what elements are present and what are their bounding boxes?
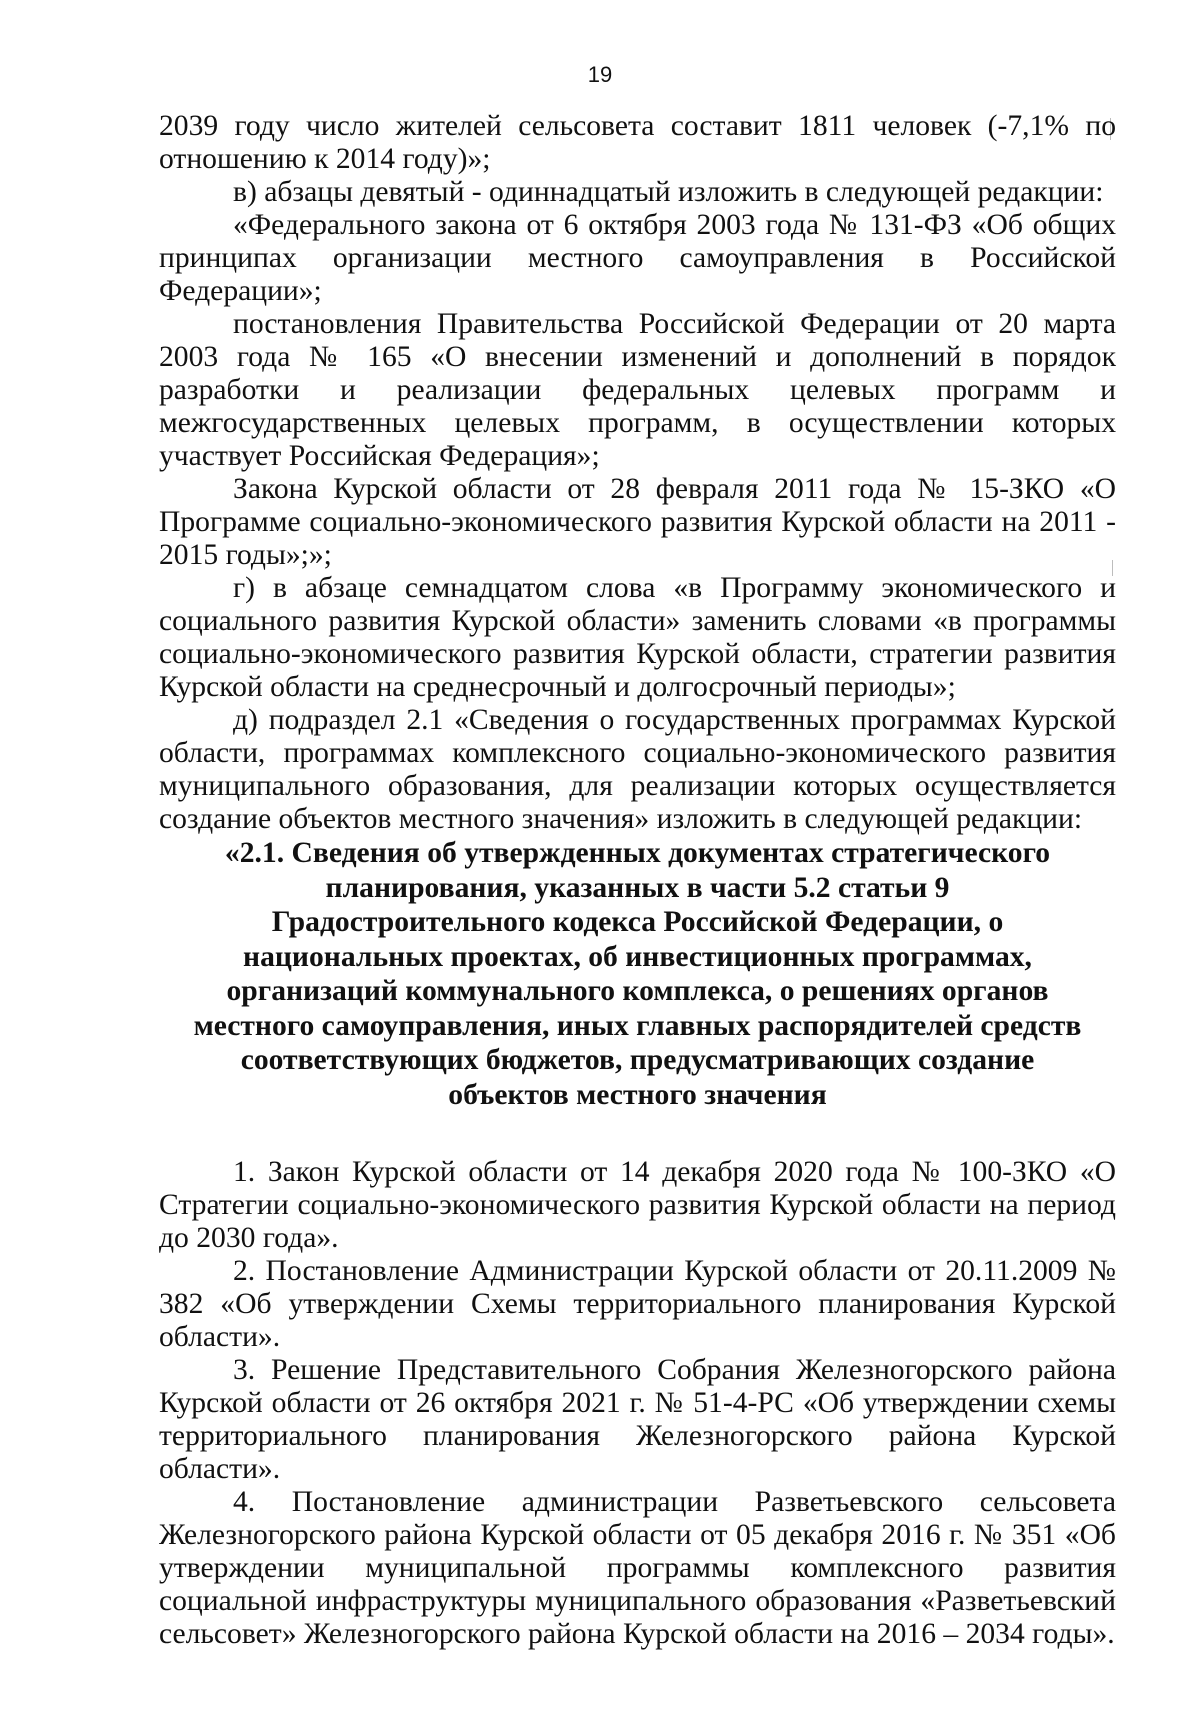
spacer	[159, 1112, 1116, 1156]
list-item: 1. Закон Курской области от 14 декабря 2020 года № 100-ЗКО «О Стратегии социально-экономического развития Курской области на период до 2030 года».	[159, 1156, 1116, 1254]
paragraph-amendment-v: в) абзацы девятый - одиннадцатый изложить в следующей редакции:	[233, 176, 1104, 208]
list-item: 3. Решение Представительного Собрания Железногорского района Курской области от 26 октября 2021 г. № 51-4-РС «Об утверждении схемы территориального планирования Железногорского района Курской области».	[159, 1354, 1116, 1485]
section-heading: «2.1. Сведения об утвержденных документах стратегического планирования, указанных в части 5.2 статьи 9 Градостроительного кодекса Российской Федерации, о национальных проектах, об инвестиционных программах, организаций коммунального комплекса, о решениях органов местного самоуправления, иных главных распорядителей средств соответствующих бюджетов, предусматривающих создание объектов местного значения	[193, 837, 1082, 1111]
paragraph-government-resolution: постановления Правительства Российской Федерации от 20 марта 2003 года № 165 «О внесении изменений и дополнений в порядок разработки и реализации федеральных целевых программ и межгосударственных целевых программ, в осуществлении которых участвует Российская Федерация»;	[159, 308, 1116, 472]
list-item: 2. Постановление Администрации Курской области от 20.11.2009 № 382 «Об утверждении Схемы территориального планирования Курской области».	[159, 1255, 1116, 1353]
paragraph-amendment-g: г) в абзаце семнадцатом слова «в Программу экономического и социального развития Курской области» заменить словами «в программы социально-экономического развития Курской области, стратегии развития Курской области на среднесрочный и долгосрочный периоды»;	[159, 572, 1116, 703]
list-item: 4. Постановление администрации Разветьевского сельсовета Железногорского района Курской области от 05 декабря 2016 г. № 351 «Об утверждении муниципальной программы комплексного развития социальной инфраструктуры муниципального образования «Разветьевский сельсовет» Железногорского района Курской области на 2016 – 2034 годы».	[159, 1486, 1116, 1650]
document-body	[159, 110, 1116, 1651]
paragraph-population-forecast: 2039 году число жителей сельсовета составит 1811 человек (-7,1% по отношению к 2014 году)»;	[159, 110, 1116, 175]
paragraph-kursk-law: Закона Курской области от 28 февраля 2011 года № 15-ЗКО «О Программе социально-экономического развития Курской области на 2011 - 2015 годы»;»;	[159, 473, 1116, 571]
page-number: 19	[587, 62, 613, 87]
paragraph-federal-law: «Федерального закона от 6 октября 2003 года № 131-ФЗ «Об общих принципах организации местного самоуправления в Российской Федерации»;	[159, 209, 1116, 307]
paragraph-amendment-d: д) подраздел 2.1 «Сведения о государственных программах Курской области, программах комплексного социально-экономического развития муниципального образования, для реализации которых осуществляется создание объектов местного значения» изложить в следующей редакции:	[159, 704, 1116, 835]
